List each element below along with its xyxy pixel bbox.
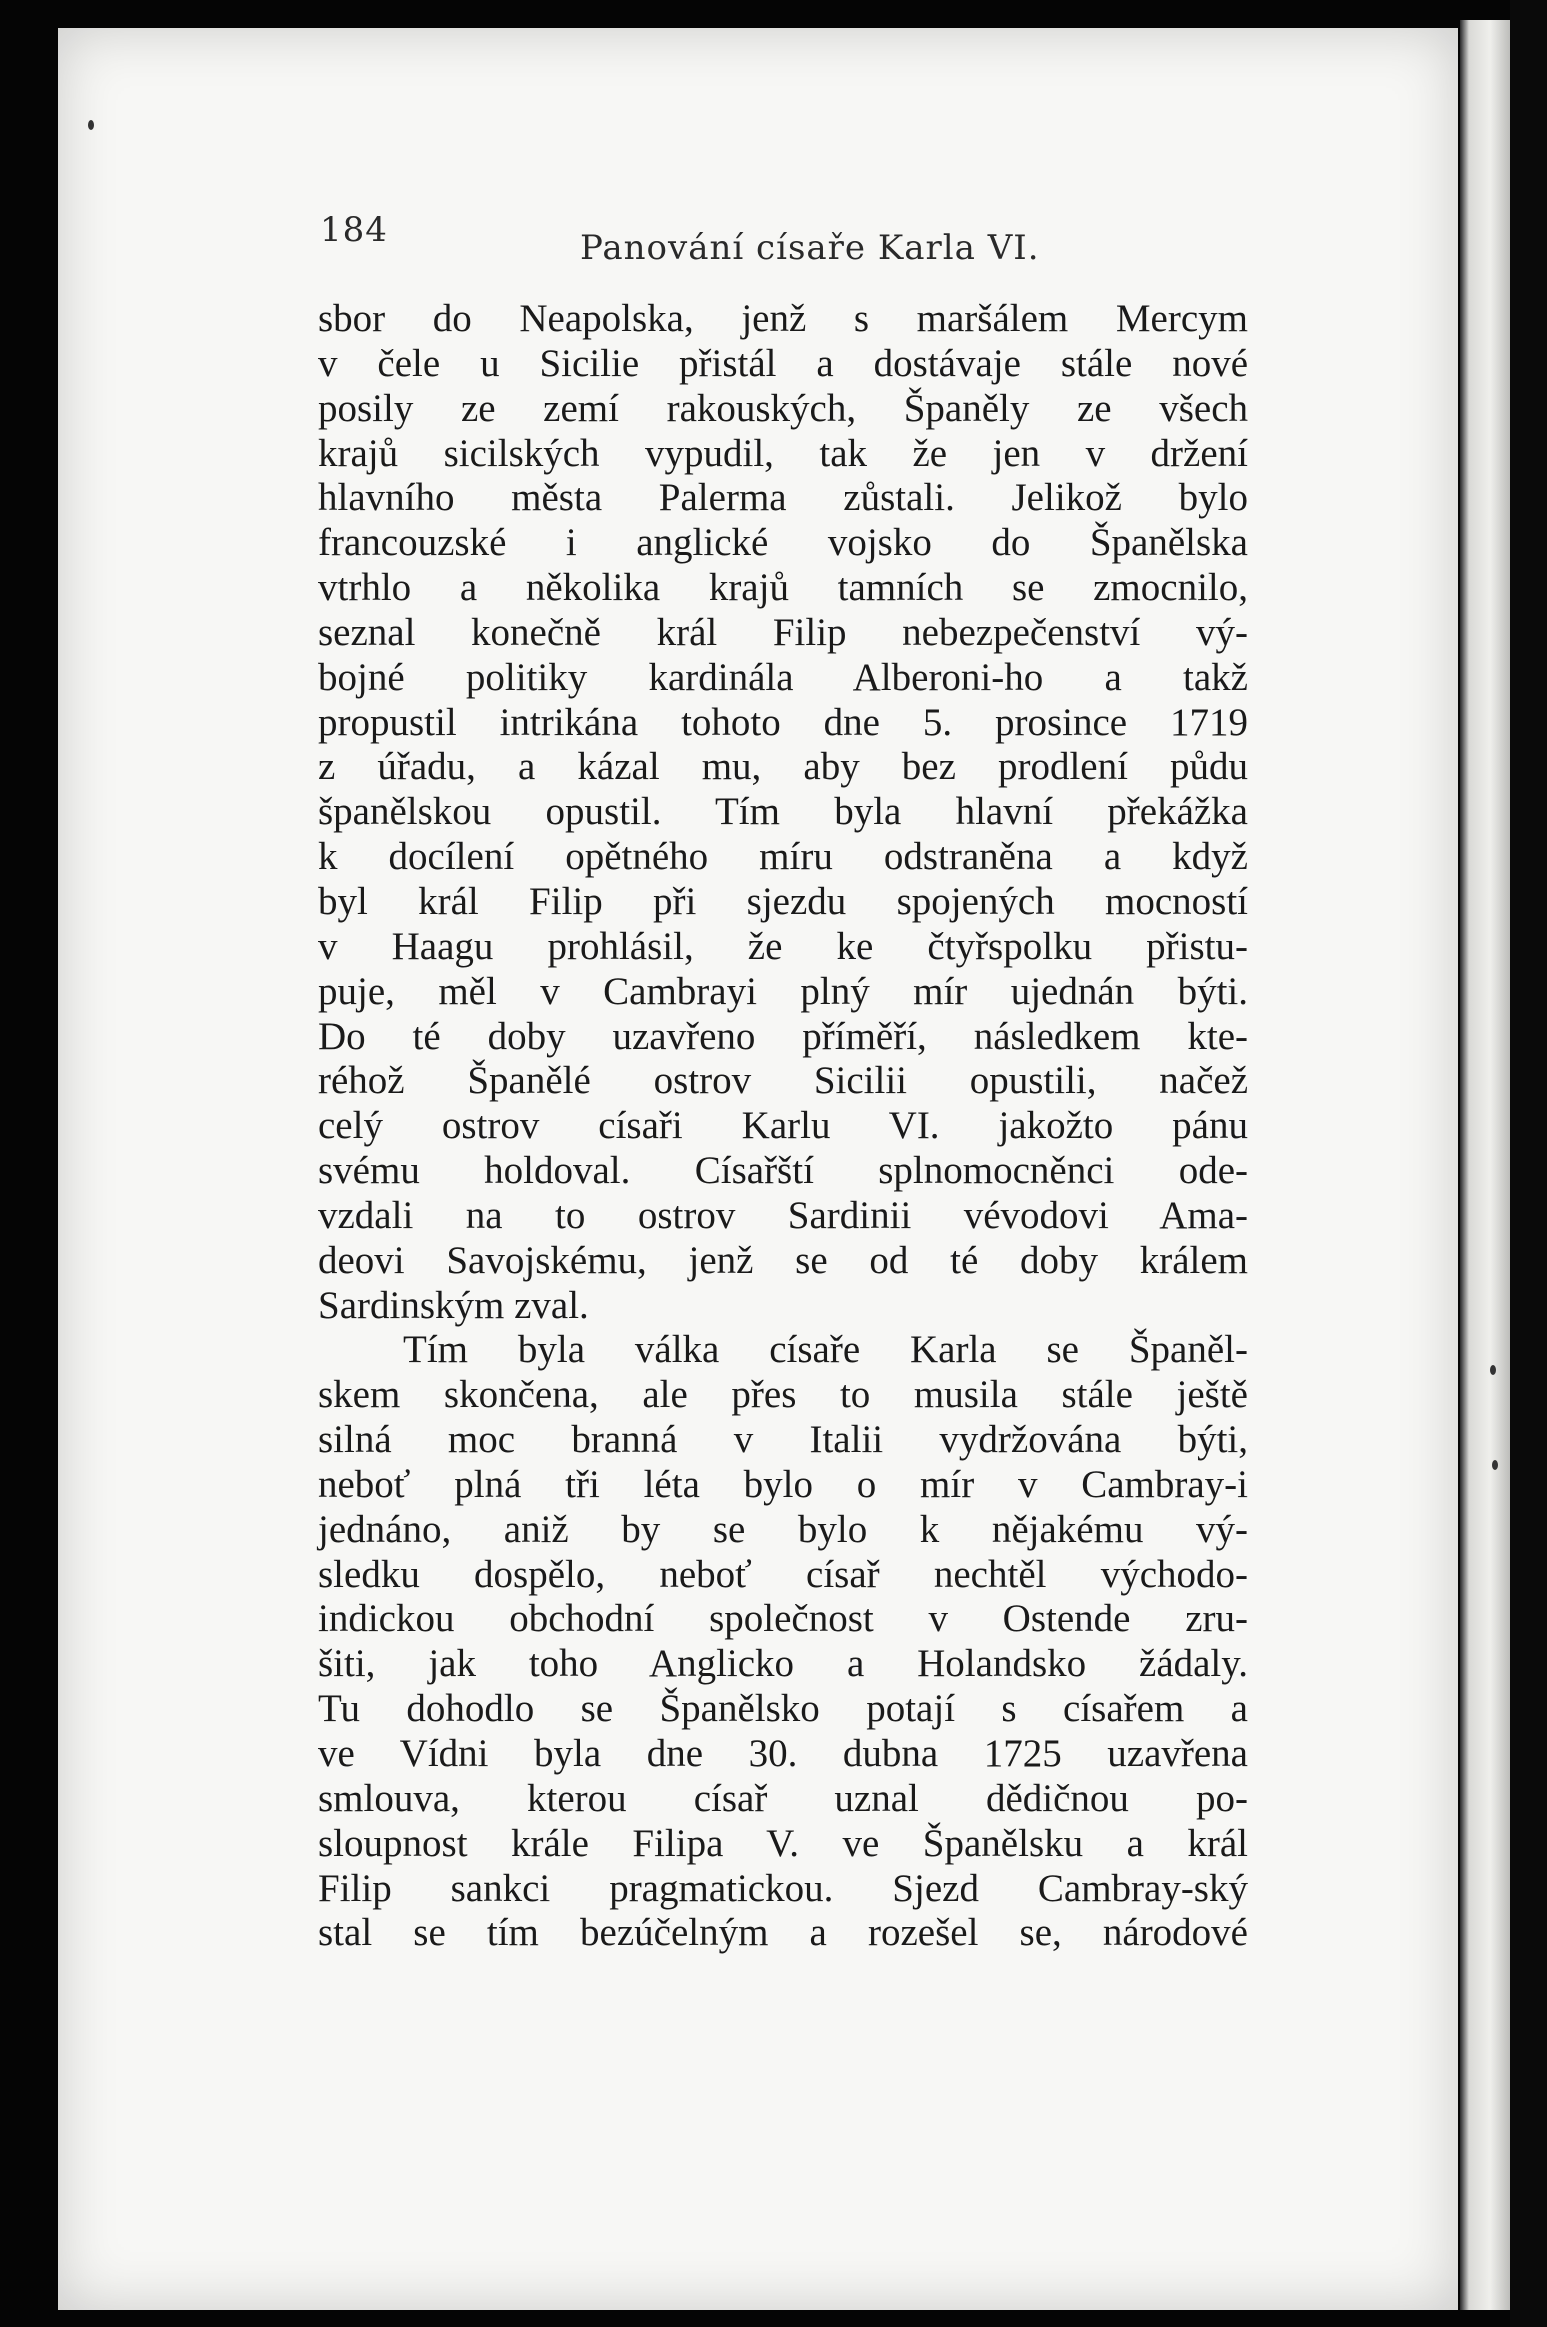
page-edge: [1460, 20, 1510, 2310]
text-line: seznal konečně král Filip nebezpečenství vý-: [318, 610, 1248, 654]
scan-speck: [88, 120, 94, 130]
text-line: smlouva, kterou císař uznal dědičnou po-: [318, 1776, 1248, 1820]
scanner-border: [1510, 0, 1547, 2327]
text-line: Sardinským zval.: [318, 1283, 589, 1327]
text-line: stal se tím bezúčelným a rozešel se, národové: [318, 1911, 1248, 1955]
text-line: k docílení opětného míru odstraněna a když: [318, 835, 1248, 879]
text-line: réhož Španělé ostrov Sicilii opustili, načež: [318, 1059, 1248, 1103]
text-line: hlavního města Palerma zůstali. Jelikož bylo: [318, 476, 1248, 520]
page-header: [320, 210, 1320, 270]
text-line: sledku dospělo, neboť císař nechtěl východo-: [318, 1552, 1248, 1596]
text-line: silná moc branná v Italii vydržována býti,: [318, 1418, 1248, 1462]
text-line: v čele u Sicilie přistál a dostávaje stále nové: [318, 341, 1248, 385]
text-line: sbor do Neapolska, jenž s maršálem Mercym: [318, 297, 1248, 340]
text-line: z úřadu, a kázal mu, aby bez prodlení půdu: [318, 745, 1248, 789]
text-line: skem skončena, ale přes to musila stále ještě: [318, 1373, 1248, 1417]
text-line: francouzské i anglické vojsko do Španělska: [318, 521, 1248, 565]
text-line: jednáno, aniž by se bylo k nějakému vý-: [318, 1507, 1248, 1551]
text-line: propustil intrikána tohoto dne 5. prosince 1719: [318, 700, 1248, 744]
text-line: ve Vídni byla dne 30. dubna 1725 uzavřena: [318, 1732, 1248, 1775]
text-line: španělskou opustil. Tím byla hlavní překážka: [318, 790, 1248, 834]
text-line: celý ostrov císaři Karlu VI. jakožto pánu: [318, 1104, 1248, 1148]
text-line: vzdali na to ostrov Sardinii vévodovi Ama-: [318, 1193, 1248, 1237]
page-number: 184: [320, 210, 388, 250]
text-line: posily ze zemí rakouských, Španěly ze všech: [318, 386, 1248, 430]
text-line: bojné politiky kardinála Alberoni-ho a takž: [318, 655, 1248, 699]
text-line: Tu dohodlo se Španělsko potají s císařem a: [318, 1687, 1248, 1731]
scan-speck: [1492, 1460, 1498, 1470]
running-head: Panování císaře Karla VI.: [580, 228, 1040, 268]
text-line: svému holdoval. Císařští splnomocněnci ode-: [318, 1149, 1248, 1193]
text-line: krajů sicilských vypudil, tak že jen v držení: [318, 431, 1248, 475]
text-line: Tím byla válka císaře Karla se Španěl-: [403, 1328, 1248, 1372]
text-line: puje, měl v Cambrayi plný mír ujednán býti.: [318, 969, 1248, 1013]
body-text: [318, 297, 1248, 1956]
text-line: byl král Filip při sjezdu spojených mocností: [318, 879, 1248, 923]
text-line: deovi Savojskému, jenž se od té doby králem: [318, 1238, 1248, 1282]
text-line: Filip sankci pragmatickou. Sjezd Cambray-ský: [318, 1866, 1248, 1910]
text-line: neboť plná tři léta bylo o mír v Cambray-i: [318, 1462, 1248, 1506]
text-line: Do té doby uzavřeno příměří, následkem kte-: [318, 1014, 1248, 1058]
text-line: sloupnost krále Filipa V. ve Španělsku a král: [318, 1821, 1248, 1865]
text-line: vtrhlo a několika krajů tamních se zmocnilo,: [318, 566, 1248, 610]
text-line: v Haagu prohlásil, že ke čtyřspolku přistu-: [318, 924, 1248, 968]
text-line: indickou obchodní společnost v Ostende zru-: [318, 1597, 1248, 1641]
scan-speck: [1490, 1365, 1496, 1375]
text-line: šiti, jak toho Anglicko a Holandsko žádaly.: [318, 1642, 1248, 1686]
